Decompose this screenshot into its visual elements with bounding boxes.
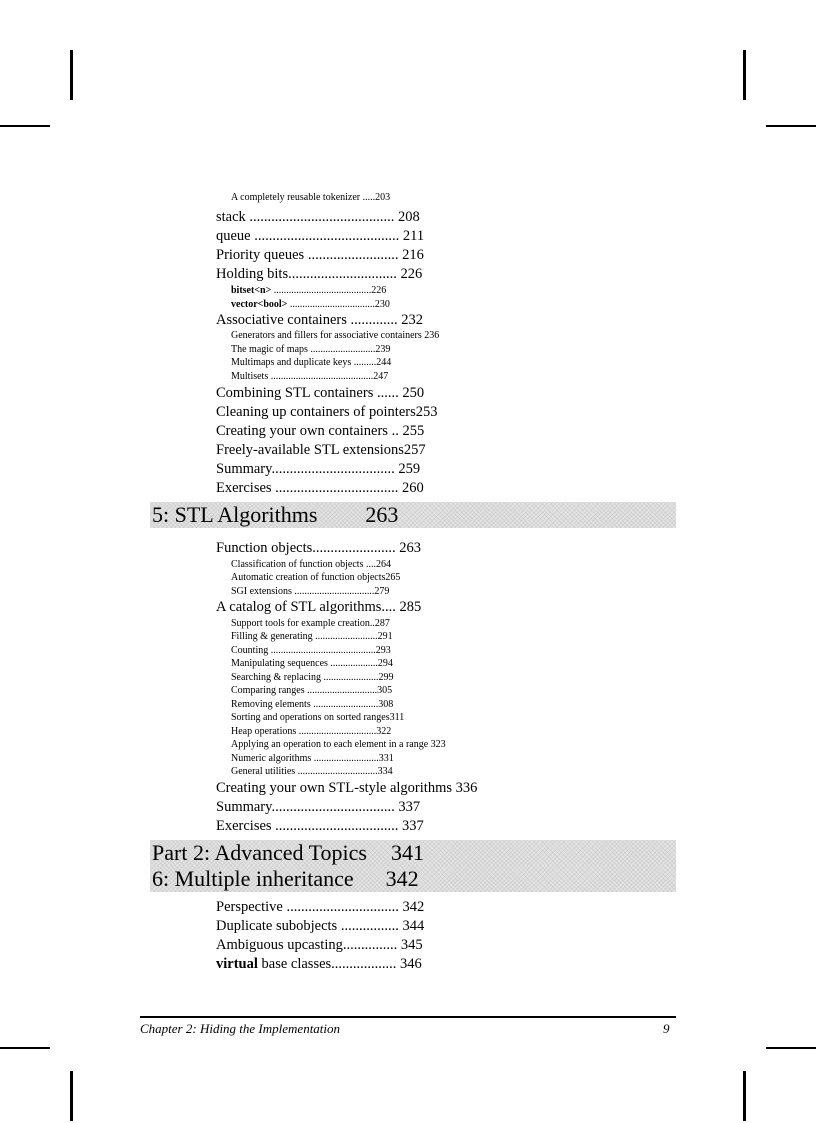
toc-entry: Removing elements ..........................308 [231, 699, 394, 710]
toc-entry: stack ........................................ 208 [216, 209, 420, 225]
toc-entry: vector<bool> ..................................230 [231, 299, 390, 310]
toc-entry: Cleaning up containers of pointers253 [216, 404, 438, 420]
toc-entry: A catalog of STL algorithms.... 285 [216, 599, 422, 615]
toc-entry: bitset<n> .......................................226 [231, 285, 387, 296]
toc-entry: Sorting and operations on sorted ranges311 [231, 712, 405, 723]
toc-entry: Automatic creation of function objects265 [231, 572, 401, 583]
chapter-page: 263 [365, 502, 399, 527]
toc-entry: Searching & replacing ......................299 [231, 672, 394, 683]
toc-entry: Generators and fillers for associative containers 236 [231, 330, 440, 341]
toc-entry: Holding bits.............................. 226 [216, 266, 423, 282]
toc-entry: Associative containers ............. 232 [216, 312, 423, 328]
toc-entry: Ambiguous upcasting............... 345 [216, 937, 423, 953]
toc-entry: Filling & generating .........................291 [231, 631, 393, 642]
toc-entry: Multimaps and duplicate keys .........244 [231, 357, 392, 368]
toc-entry: virtual base classes.................. 346 [216, 956, 422, 972]
toc-entry: Applying an operation to each element in a range 323 [231, 739, 446, 750]
toc-entry: Comparing ranges ............................305 [231, 685, 393, 696]
part-page: 341 [390, 840, 424, 865]
toc-entry: Heap operations ...............................322 [231, 726, 392, 737]
toc-entry: queue ........................................ 211 [216, 228, 425, 244]
chapter-title: 5: STL Algorithms [152, 502, 318, 527]
toc-entry: Manipulating sequences ...................294 [231, 658, 393, 669]
toc-entry: Perspective ............................... 342 [216, 899, 425, 915]
toc-entry: Creating your own STL-style algorithms 336 [216, 780, 478, 796]
toc-entry: Multisets .........................................247 [231, 371, 389, 382]
toc-entry: Priority queues ......................... 216 [216, 247, 424, 263]
toc-entry: Classification of function objects ....264 [231, 559, 391, 570]
toc-entry: Summary.................................. 259 [216, 461, 421, 477]
toc-entry: Freely-available STL extensions257 [216, 442, 426, 458]
toc-entry: Combining STL containers ...... 250 [216, 385, 425, 401]
toc-entry: The magic of maps ..........................239 [231, 344, 391, 355]
toc-entry: Duplicate subobjects ................ 344 [216, 918, 425, 934]
toc-entry: General utilities ................................334 [231, 766, 393, 777]
chapter-heading-band [150, 866, 676, 892]
footer-page-number: 9 [663, 1021, 670, 1036]
chapter-page: 342 [385, 866, 419, 891]
footer-chapter-title: Chapter 2: Hiding the Implementation [140, 1021, 341, 1036]
toc-entry: Counting ..........................................293 [231, 645, 391, 656]
toc-entry: A completely reusable tokenizer .....203 [231, 192, 391, 203]
chapter-heading-band [150, 502, 676, 528]
part-heading-band [150, 840, 676, 866]
toc-entry: Function objects....................... 263 [216, 540, 422, 556]
chapter-title: 6: Multiple inheritance [152, 866, 354, 891]
toc-entry: Exercises .................................. 260 [216, 480, 424, 496]
toc-entry: Numeric algorithms ..........................331 [231, 753, 394, 764]
part-title: Part 2: Advanced Topics [152, 840, 367, 865]
toc-entry: Exercises .................................. 337 [216, 818, 424, 834]
toc-entry: SGI extensions ................................279 [231, 586, 390, 597]
footer-rule [140, 1016, 676, 1018]
toc-entry: Support tools for example creation..287 [231, 618, 390, 629]
toc-entry: Creating your own containers .. 255 [216, 423, 425, 439]
toc-entry: Summary.................................. 337 [216, 799, 421, 815]
